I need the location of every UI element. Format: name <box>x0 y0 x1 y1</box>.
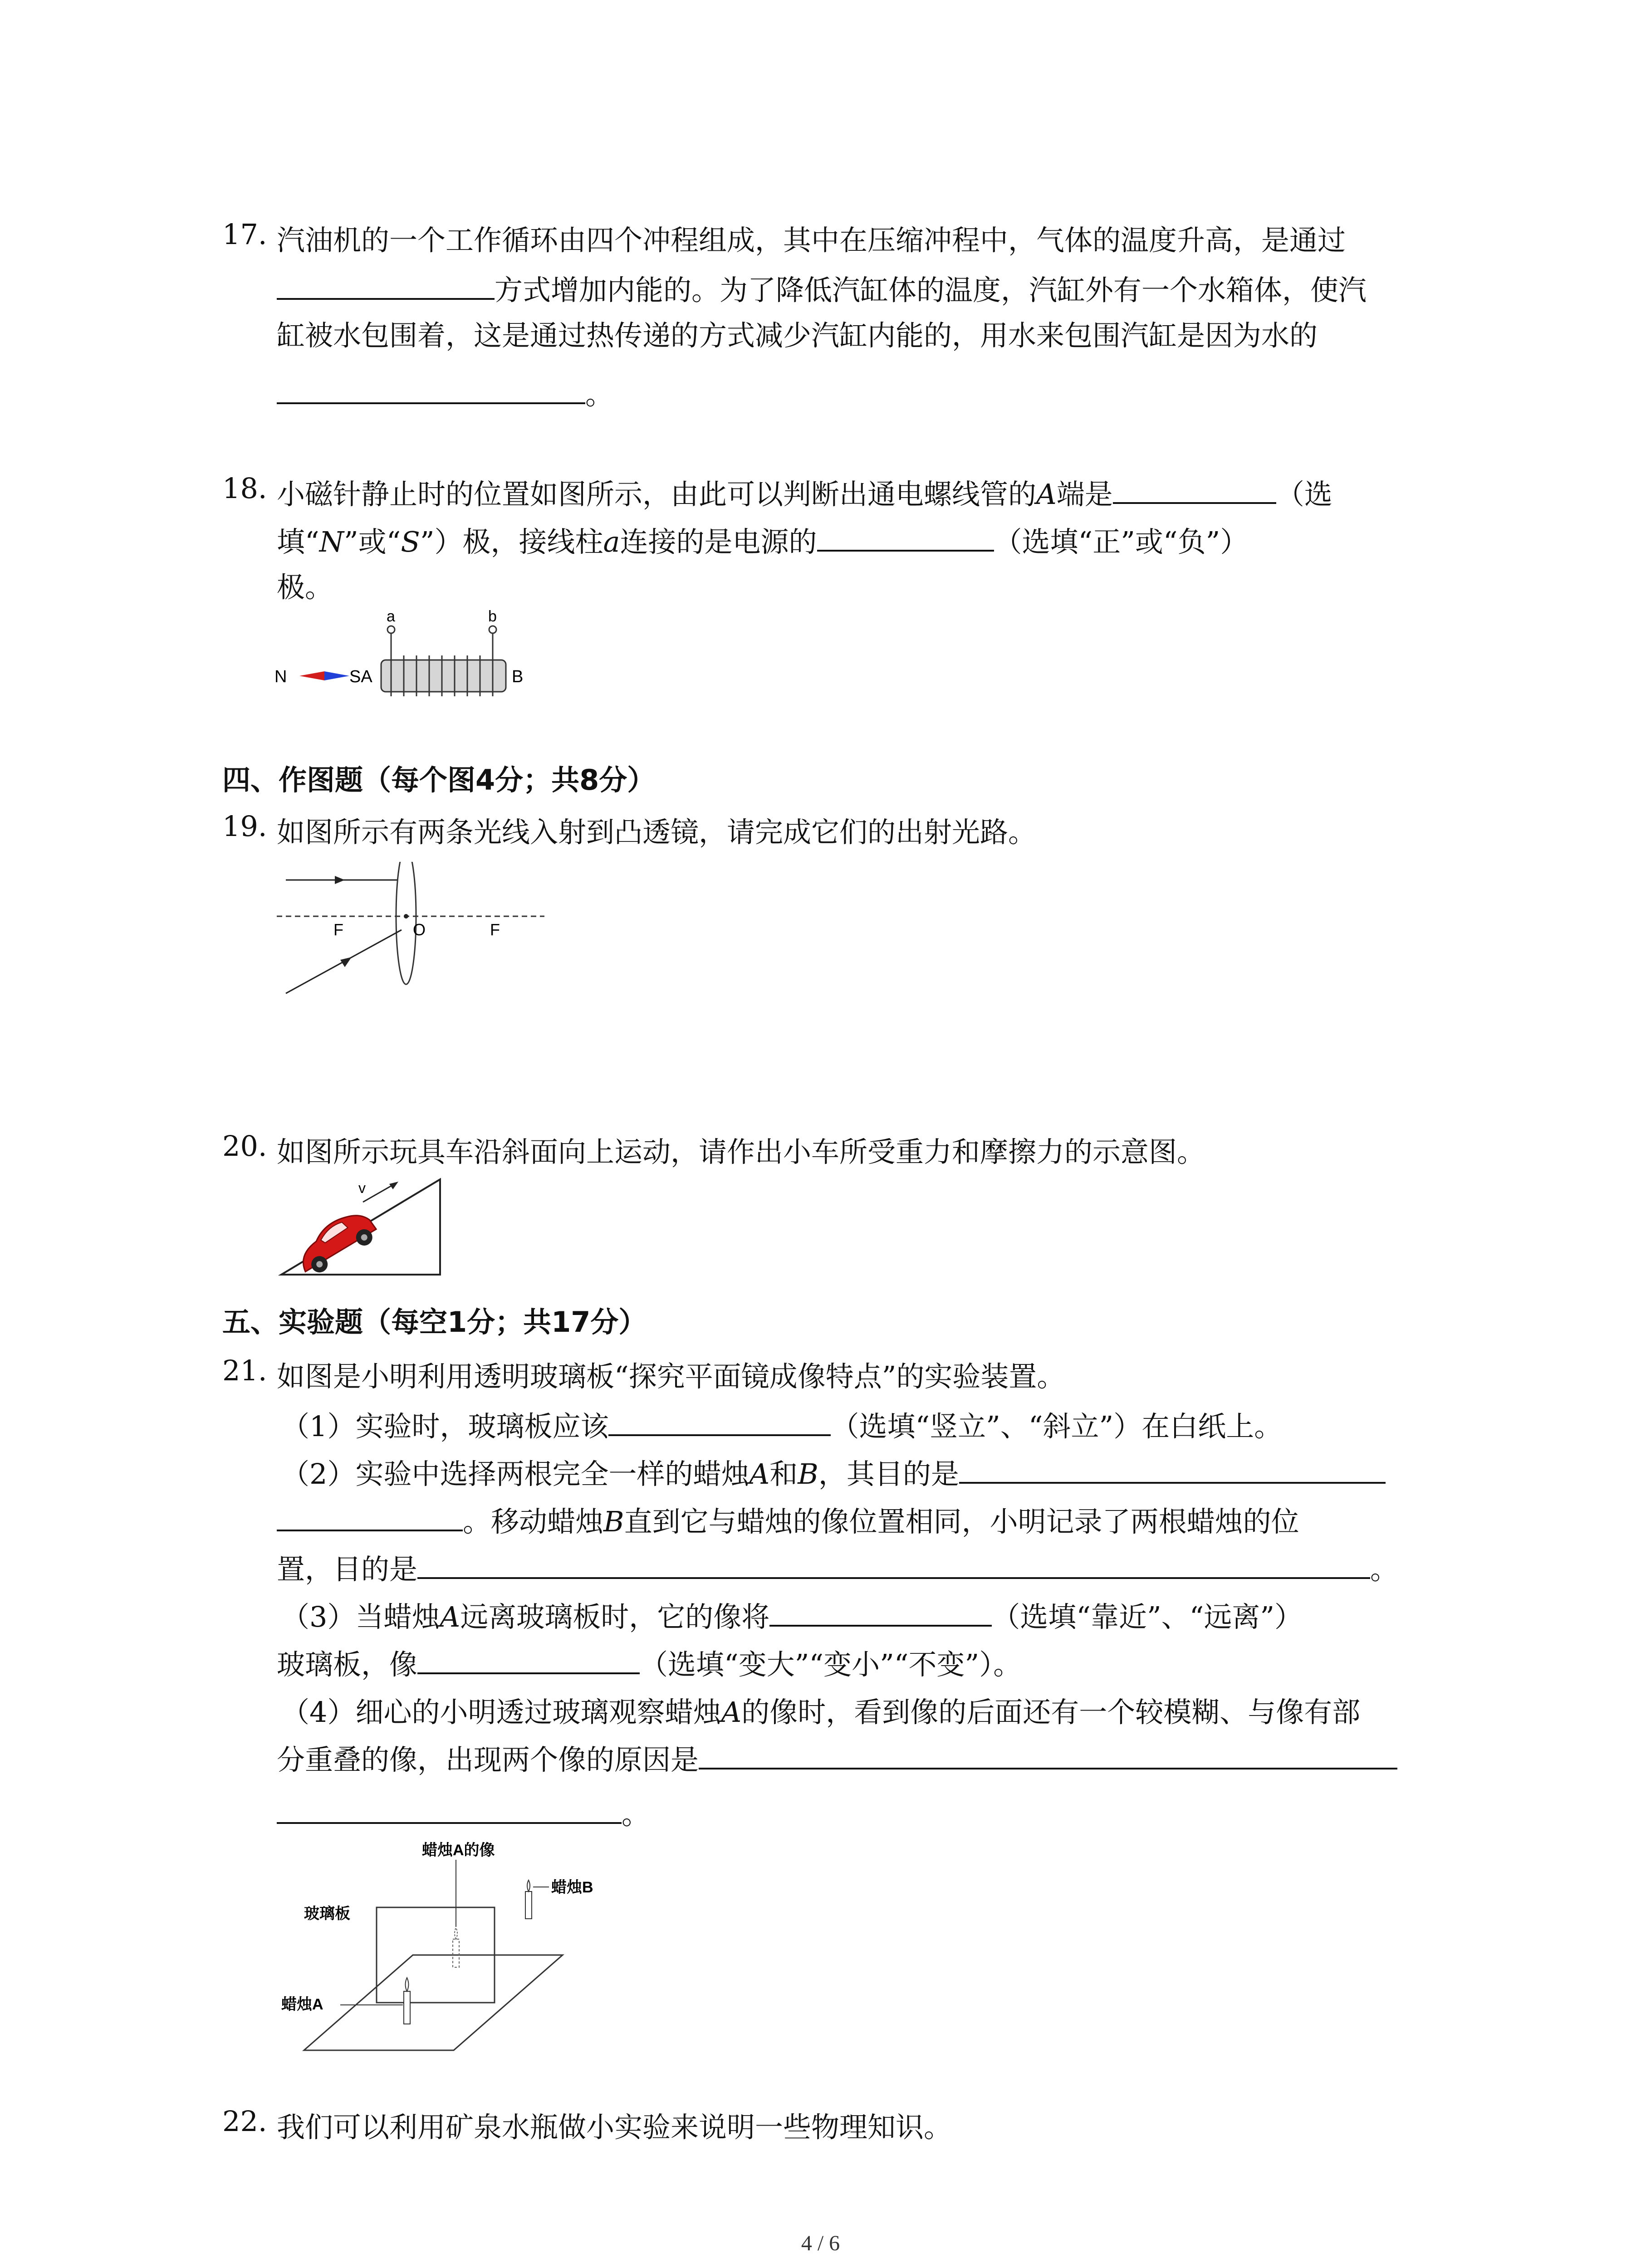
q21-p1-text-a: （1）实验时，玻璃板应该 <box>281 1410 609 1443</box>
section-4-title: 四、作图题（每个图4分；共8分） <box>222 763 656 797</box>
q18-var-terminal-a: a <box>603 525 620 558</box>
page-number: 4 / 6 <box>801 2231 840 2255</box>
q21-number: 21. <box>222 1354 267 1387</box>
convex-lens-figure <box>277 862 549 1002</box>
velocity-arrow <box>363 1184 395 1202</box>
section-5-title: 五、实验题（每空1分；共17分） <box>222 1305 647 1339</box>
q18-var-s: S <box>401 525 420 558</box>
compass-label-n: N <box>274 667 287 686</box>
q18-line-2g: 连接的是电源的 <box>620 525 817 558</box>
q21-blank-1[interactable] <box>608 1406 831 1436</box>
q21-part-2-line-1 <box>281 1452 1386 1492</box>
q22-number: 22. <box>222 2105 267 2138</box>
q21-p3-text-b: 远离玻璃板时，它的像将 <box>460 1600 770 1633</box>
q21-p4-text-c: 分重叠的像，出现两个像的原因是 <box>277 1743 699 1776</box>
label-candle-a-image: 蜡烛A的像 <box>422 1842 495 1859</box>
q21-part-4-line-2 <box>277 1737 1397 1778</box>
q17-line-4 <box>277 372 613 412</box>
q21-p2-var-a: A <box>749 1457 770 1491</box>
q21-part-4-line-1 <box>281 1690 1360 1730</box>
q21-blank-6a[interactable] <box>699 1740 1397 1769</box>
q17-blank-1[interactable] <box>277 270 495 300</box>
q21-blank-4[interactable] <box>769 1597 992 1627</box>
q17-line-3: 缸被水包围着，这是通过热传递的方式减少汽缸内能的，用水来包围汽缸是因为水的 <box>277 319 1318 352</box>
q21-p4-text-d: 。 <box>622 1798 650 1831</box>
q18-line-2a: 填“ <box>277 525 319 558</box>
q18-number: 18. <box>222 472 267 505</box>
label-glass-plate: 玻璃板 <box>304 1905 350 1922</box>
q21-p2-text-b: 和 <box>769 1457 798 1491</box>
focus-label-left: F <box>333 920 343 939</box>
q21-part-3-line-2 <box>277 1642 1021 1682</box>
q21-p1-text-b: （选填“竖立”、“斜立”）在白纸上。 <box>831 1410 1283 1443</box>
optical-center-dot <box>404 914 408 919</box>
q18-line-1c: 端是 <box>1056 478 1113 511</box>
terminal-label-b: b <box>488 608 497 625</box>
q18-line-2 <box>277 519 1248 560</box>
q21-p4-text-b: 的像时，看到像的后面还有一个较模糊、与像有部 <box>741 1696 1361 1729</box>
q17-blank-2[interactable] <box>277 374 585 404</box>
q21-p2-text-c: ，其目的是 <box>818 1457 959 1491</box>
q21-p2-text-e: 直到它与蜡烛的像位置相同，小明记录了两根蜡烛的位 <box>624 1505 1299 1538</box>
q21-part-3-line-1 <box>281 1594 1303 1635</box>
candle-a <box>404 1991 410 2024</box>
q21-p4-text-a: （4）细心的小明透过玻璃观察蜡烛 <box>281 1696 721 1729</box>
label-candle-b: 蜡烛B <box>551 1879 593 1896</box>
solenoid-label-sa: SA <box>349 667 372 686</box>
velocity-label: v <box>358 1180 366 1196</box>
q18-blank-1[interactable] <box>1113 474 1276 504</box>
incline-figure <box>277 1175 449 1279</box>
q18-line-3: 极。 <box>277 571 333 604</box>
toy-car <box>291 1205 381 1279</box>
q21-p3-text-d: 玻璃板，像 <box>277 1648 418 1681</box>
solenoid-figure <box>272 608 544 703</box>
optical-center-label: O <box>413 920 426 939</box>
q21-blank-6b[interactable] <box>277 1794 622 1824</box>
q18-line-2h: （选填“正”或“负”） <box>994 525 1249 558</box>
q21-p2-text-d: 。移动蜡烛 <box>463 1505 604 1538</box>
q21-intro: 如图是小明利用透明玻璃板“探究平面镜成像特点”的实验装置。 <box>277 1360 1065 1393</box>
q17-number: 17. <box>222 218 267 251</box>
q21-p4-var-a: A <box>721 1696 742 1729</box>
compass-south-half <box>324 671 349 680</box>
q21-part-1 <box>281 1404 1282 1444</box>
candle-b <box>525 1892 532 1919</box>
q21-p2-text-g: 。 <box>1370 1553 1399 1586</box>
q19-text: 如图所示有两条光线入射到凸透镜，请完成它们的出射光路。 <box>277 816 1037 849</box>
q21-p2-text-a: （2）实验中选择两根完全一样的蜡烛 <box>281 1457 749 1491</box>
q21-p3-var-a: A <box>440 1600 460 1633</box>
q19-number: 19. <box>222 810 267 843</box>
q18-var-a-end: A <box>1036 478 1057 511</box>
q21-p2-var-b-2: B <box>603 1505 624 1538</box>
q18-line-2e: ”）极，接线柱 <box>420 525 603 558</box>
q21-part-2-line-2 <box>277 1499 1299 1540</box>
label-candle-a: 蜡烛A <box>281 1996 323 2013</box>
q22-text: 我们可以利用矿泉水瓶做小实验来说明一些物理知识。 <box>277 2111 952 2144</box>
q17-line-2-text: 方式增加内能的。为了降低汽缸体的温度，汽缸外有一个水箱体，使汽 <box>495 274 1367 307</box>
q21-blank-2b[interactable] <box>277 1501 463 1531</box>
q18-line-1d: （选 <box>1276 478 1332 511</box>
q18-line-1 <box>277 472 1332 512</box>
solenoid-label-b: B <box>512 667 524 686</box>
q21-blank-2a[interactable] <box>959 1454 1386 1484</box>
q21-p3-text-a: （3）当蜡烛 <box>281 1600 440 1633</box>
terminal-b <box>489 626 496 633</box>
q21-p3-text-c: （选填“靠近”、“远离”） <box>992 1600 1303 1633</box>
focus-label-right: F <box>490 920 500 939</box>
q21-part-2-line-3 <box>277 1547 1398 1587</box>
q21-p3-text-e: （选填“变大”“变小”“不变”）。 <box>640 1648 1022 1681</box>
q21-p2-text-f: 置，目的是 <box>277 1553 418 1586</box>
compass-north-half <box>299 671 324 680</box>
q20-text: 如图所示玩具车沿斜面向上运动，请作出小车所受重力和摩擦力的示意图。 <box>277 1135 1205 1168</box>
q17-line-1: 汽油机的一个工作循环由四个冲程组成，其中在压缩冲程中，气体的温度升高，是通过 <box>277 224 1346 257</box>
q18-var-n: N <box>319 525 344 558</box>
q20-number: 20. <box>222 1129 267 1163</box>
q21-part-4-line-3 <box>277 1792 650 1832</box>
plane-mirror-apparatus-figure <box>272 1842 626 2059</box>
terminal-a <box>387 626 395 633</box>
solenoid-core <box>381 660 506 692</box>
q17-line-4-end: 。 <box>585 378 614 411</box>
q18-blank-2[interactable] <box>817 522 994 552</box>
terminal-label-a: a <box>387 608 395 625</box>
q21-blank-5[interactable] <box>417 1644 640 1674</box>
q21-blank-3[interactable] <box>417 1549 1370 1579</box>
q18-line-2c: ”或“ <box>343 525 401 558</box>
q17-line-2 <box>277 268 1367 308</box>
q18-line-1a: 小磁针静止时的位置如图所示，由此可以判断出通电螺线管的 <box>277 478 1037 511</box>
q21-p2-var-b: B <box>798 1457 818 1491</box>
candle-a-image <box>453 1939 459 1967</box>
